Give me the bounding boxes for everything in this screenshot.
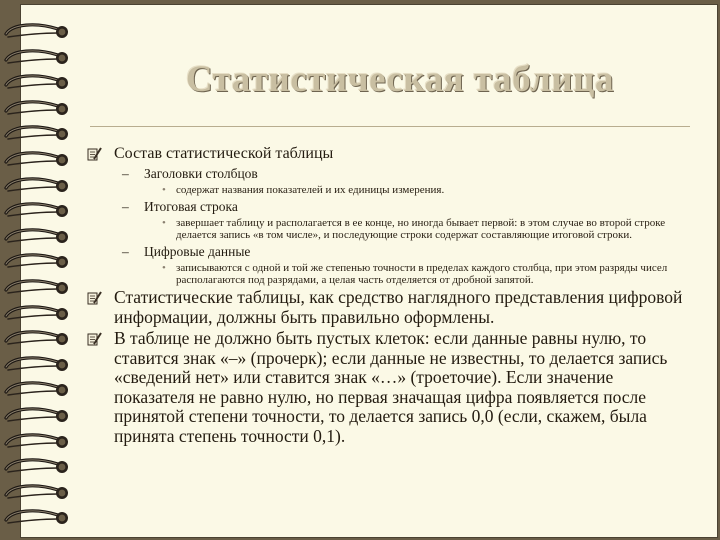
slide-title: Статистическая таблица: [185, 59, 615, 100]
sub-bullet-text: Итоговая строка: [144, 199, 238, 214]
dot-bullet: •: [162, 184, 166, 196]
detail-text: записываются с одной и той же степенью точности в пределах каждого столбца, при этом разряды чисел располагаются под разрядами, а целая часть отделяется от дробной запятой.: [176, 262, 668, 286]
dash-bullet: –: [122, 244, 129, 259]
spiral-ring-icon: [2, 304, 78, 324]
bullet-tables-formatting: [86, 288, 690, 327]
spiral-ring-icon: [2, 329, 78, 349]
detail-total-row: [86, 217, 690, 241]
dash-bullet: –: [122, 199, 129, 214]
spiral-ring-icon: [2, 176, 78, 196]
dot-bullet: •: [162, 262, 166, 274]
dash-bullet: –: [122, 166, 129, 181]
detail-text: содержат названия показателей и их единицы измерения.: [176, 184, 445, 196]
bullet-text: В таблице не должно быть пустых клеток: если данные равны нулю, то ставится знак «–» (прочерк); если данные не известны, то делается запись «сведений нет» или ставится знак «…» (троеточие). Если значение показателя не равно нулю, но первая значащая цифра появляется после принятой степени точности, то делается запись 0,0 (если, скажем, была принята степень точности 0,1).: [114, 328, 668, 446]
spiral-ring-icon: [2, 355, 78, 375]
pen-note-icon: [86, 146, 102, 162]
spiral-ring-icon: [2, 124, 78, 144]
sub-bullet-total-row: [86, 198, 690, 215]
sub-bullet-column-headers: [86, 165, 690, 182]
spiral-ring-icon: [2, 48, 78, 68]
title-divider: [90, 126, 690, 127]
detail-column-headers: [86, 184, 690, 196]
spiral-ring-icon: [2, 252, 78, 272]
spiral-ring-icon: [2, 99, 78, 119]
spiral-ring-icon: [2, 457, 78, 477]
spiral-binding: [0, 0, 80, 540]
bullet-text: Состав статистической таблицы: [114, 145, 334, 162]
spiral-ring-icon: [2, 278, 78, 298]
sub-bullet-numeric-data: [86, 243, 690, 260]
bullet-text: Статистические таблицы, как средство наглядного представления цифровой информации, должны быть правильно оформлены.: [114, 287, 683, 327]
spiral-ring-icon: [2, 22, 78, 42]
spiral-ring-icon: [2, 227, 78, 247]
bullet-empty-cells: [86, 329, 690, 446]
detail-text: завершает таблицу и располагается в ее конце, но иногда бывает первой: в этом случае во второй строке делается запись «в том числе», и последующие строки содержат составляющие итоговой строки.: [176, 217, 666, 241]
spiral-ring-icon: [2, 380, 78, 400]
spiral-ring-icon: [2, 150, 78, 170]
detail-numeric-data: [86, 262, 690, 286]
slide-content: [86, 144, 690, 446]
sub-bullet-text: Заголовки столбцов: [144, 166, 258, 181]
spiral-ring-icon: [2, 201, 78, 221]
spiral-ring-icon: [2, 406, 78, 426]
spiral-ring-icon: [2, 483, 78, 503]
spiral-ring-icon: [2, 432, 78, 452]
spiral-ring-icon: [2, 508, 78, 528]
dot-bullet: •: [162, 217, 166, 229]
pen-note-icon: [86, 290, 102, 306]
spiral-ring-icon: [2, 73, 78, 93]
pen-note-icon: [86, 331, 102, 347]
bullet-composition: [86, 144, 690, 163]
sub-bullet-text: Цифровые данные: [144, 244, 251, 259]
